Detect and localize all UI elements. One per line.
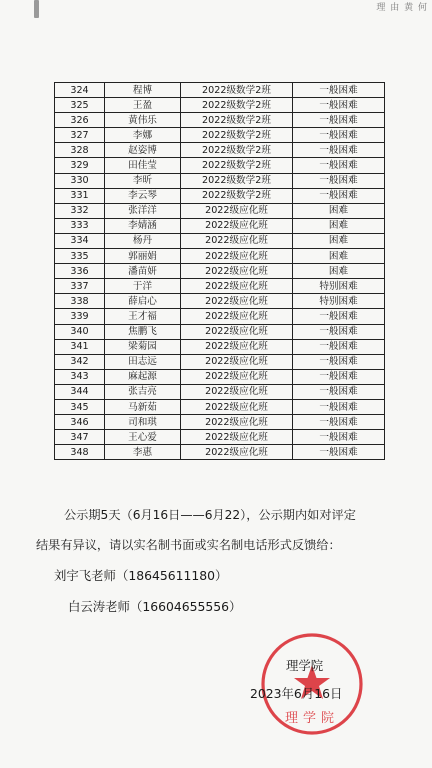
cell-name: 田志远 [105, 354, 181, 369]
cell-level: 一般困难 [293, 369, 385, 384]
cell-class: 2022级应化班 [181, 415, 293, 430]
cell-class: 2022级应化班 [181, 203, 293, 218]
cell-class: 2022级应化班 [181, 249, 293, 264]
cell-name: 王才福 [105, 309, 181, 324]
cell-number: 331 [55, 188, 105, 203]
cell-number: 345 [55, 399, 105, 414]
cell-level: 一般困难 [293, 415, 385, 430]
notice-line-1: 公示期5天（6月16日——6月22），公示期内如对评定 [64, 508, 356, 522]
cell-class: 2022级数学2班 [181, 113, 293, 128]
cell-number: 337 [55, 279, 105, 294]
table-row [55, 249, 385, 264]
cell-number: 336 [55, 264, 105, 279]
cell-number: 325 [55, 98, 105, 113]
table-row [55, 415, 385, 430]
cell-number: 346 [55, 415, 105, 430]
top-right-fragment: 理 由 黄 何 [376, 3, 428, 13]
cell-name: 程博 [105, 83, 181, 98]
cell-class: 2022级数学2班 [181, 128, 293, 143]
cell-name: 李云琴 [105, 188, 181, 203]
cell-name: 王心爱 [105, 430, 181, 445]
table-row [55, 264, 385, 279]
cell-name: 田佳莹 [105, 158, 181, 173]
cell-name: 李昕 [105, 173, 181, 188]
cell-name: 李娜 [105, 128, 181, 143]
cell-number: 332 [55, 203, 105, 218]
table-row [55, 143, 385, 158]
cell-name: 赵姿博 [105, 143, 181, 158]
table-row [55, 294, 385, 309]
cell-name: 张吉亮 [105, 384, 181, 399]
cell-name: 麻起源 [105, 369, 181, 384]
table-row [55, 339, 385, 354]
cell-class: 2022级数学2班 [181, 143, 293, 158]
cell-class: 2022级应化班 [181, 354, 293, 369]
cell-level: 困难 [293, 218, 385, 233]
cell-number: 343 [55, 369, 105, 384]
cell-number: 327 [55, 128, 105, 143]
table-row [55, 279, 385, 294]
cell-class: 2022级数学2班 [181, 173, 293, 188]
table-row [55, 128, 385, 143]
cell-level: 一般困难 [293, 113, 385, 128]
cell-level: 特别困难 [293, 279, 385, 294]
cell-class: 2022级数学2班 [181, 83, 293, 98]
contact-liu: 刘宇飞老师（18645611180） [54, 568, 228, 583]
table-row [55, 173, 385, 188]
cell-level: 一般困难 [293, 128, 385, 143]
table-row [55, 188, 385, 203]
cell-class: 2022级应化班 [181, 384, 293, 399]
table-row [55, 98, 385, 113]
cell-number: 333 [55, 218, 105, 233]
cell-name: 焦鹏飞 [105, 324, 181, 339]
cell-level: 困难 [293, 233, 385, 248]
cell-name: 薛启心 [105, 294, 181, 309]
cell-number: 324 [55, 83, 105, 98]
cell-number: 330 [55, 173, 105, 188]
cell-level: 一般困难 [293, 309, 385, 324]
table-row [55, 430, 385, 445]
table-row [55, 369, 385, 384]
cell-class: 2022级数学2班 [181, 158, 293, 173]
cell-level: 一般困难 [293, 399, 385, 414]
cell-number: 326 [55, 113, 105, 128]
cell-name: 王盈 [105, 98, 181, 113]
cell-level: 一般困难 [293, 339, 385, 354]
cell-number: 328 [55, 143, 105, 158]
cell-level: 一般困难 [293, 354, 385, 369]
cell-level: 一般困难 [293, 384, 385, 399]
cell-name: 黄伟乐 [105, 113, 181, 128]
cell-name: 马新茹 [105, 399, 181, 414]
cell-number: 342 [55, 354, 105, 369]
cell-level: 困难 [293, 203, 385, 218]
cell-number: 338 [55, 294, 105, 309]
cell-class: 2022级应化班 [181, 399, 293, 414]
cell-level: 一般困难 [293, 188, 385, 203]
cell-number: 341 [55, 339, 105, 354]
student-list-table [54, 82, 385, 460]
table-body [55, 83, 385, 460]
cell-number: 329 [55, 158, 105, 173]
cell-level: 困难 [293, 264, 385, 279]
cell-class: 2022级应化班 [181, 294, 293, 309]
cell-number: 344 [55, 384, 105, 399]
sign-date: 2023年6月16日 [250, 686, 343, 701]
cell-level: 一般困难 [293, 445, 385, 460]
table-row [55, 324, 385, 339]
cell-number: 348 [55, 445, 105, 460]
cell-class: 2022级应化班 [181, 369, 293, 384]
cell-name: 梁菊园 [105, 339, 181, 354]
cell-level: 一般困难 [293, 430, 385, 445]
scan-edge-mark [34, 0, 39, 18]
cell-name: 于洋 [105, 279, 181, 294]
contact-bai: 白云涛老师（16604655556） [68, 599, 242, 614]
cell-level: 一般困难 [293, 83, 385, 98]
signer: 理学院 [286, 658, 324, 673]
cell-class: 2022级应化班 [181, 218, 293, 233]
table-row [55, 203, 385, 218]
table-row [55, 158, 385, 173]
cell-class: 2022级应化班 [181, 279, 293, 294]
cell-number: 347 [55, 430, 105, 445]
cell-class: 2022级应化班 [181, 233, 293, 248]
table-row [55, 113, 385, 128]
cell-level: 一般困难 [293, 324, 385, 339]
cell-class: 2022级应化班 [181, 324, 293, 339]
table-row [55, 445, 385, 460]
cell-class: 2022级数学2班 [181, 188, 293, 203]
table-row [55, 218, 385, 233]
cell-name: 李婧涵 [105, 218, 181, 233]
table-row [55, 233, 385, 248]
notice-line-2: 结果有异议，请以实名制书面或实名制电话形式反馈给： [36, 538, 341, 552]
cell-level: 困难 [293, 249, 385, 264]
table-row [55, 309, 385, 324]
cell-name: 司和琪 [105, 415, 181, 430]
table-row [55, 83, 385, 98]
cell-class: 2022级应化班 [181, 339, 293, 354]
cell-level: 一般困难 [293, 98, 385, 113]
cell-level: 一般困难 [293, 173, 385, 188]
cell-class: 2022级应化班 [181, 264, 293, 279]
cell-name: 张洋洋 [105, 203, 181, 218]
cell-level: 一般困难 [293, 143, 385, 158]
cell-level: 特别困难 [293, 294, 385, 309]
cell-name: 杨丹 [105, 233, 181, 248]
table-row [55, 384, 385, 399]
cell-class: 2022级数学2班 [181, 98, 293, 113]
cell-name: 郭丽娟 [105, 249, 181, 264]
cell-number: 334 [55, 233, 105, 248]
cell-number: 340 [55, 324, 105, 339]
cell-level: 一般困难 [293, 158, 385, 173]
cell-name: 李惠 [105, 445, 181, 460]
cell-number: 339 [55, 309, 105, 324]
cell-class: 2022级应化班 [181, 445, 293, 460]
table-row [55, 399, 385, 414]
table-row [55, 354, 385, 369]
cell-name: 潘苗妍 [105, 264, 181, 279]
cell-number: 335 [55, 249, 105, 264]
seal-text: 理学院 [284, 711, 340, 726]
cell-class: 2022级应化班 [181, 309, 293, 324]
cell-class: 2022级应化班 [181, 430, 293, 445]
